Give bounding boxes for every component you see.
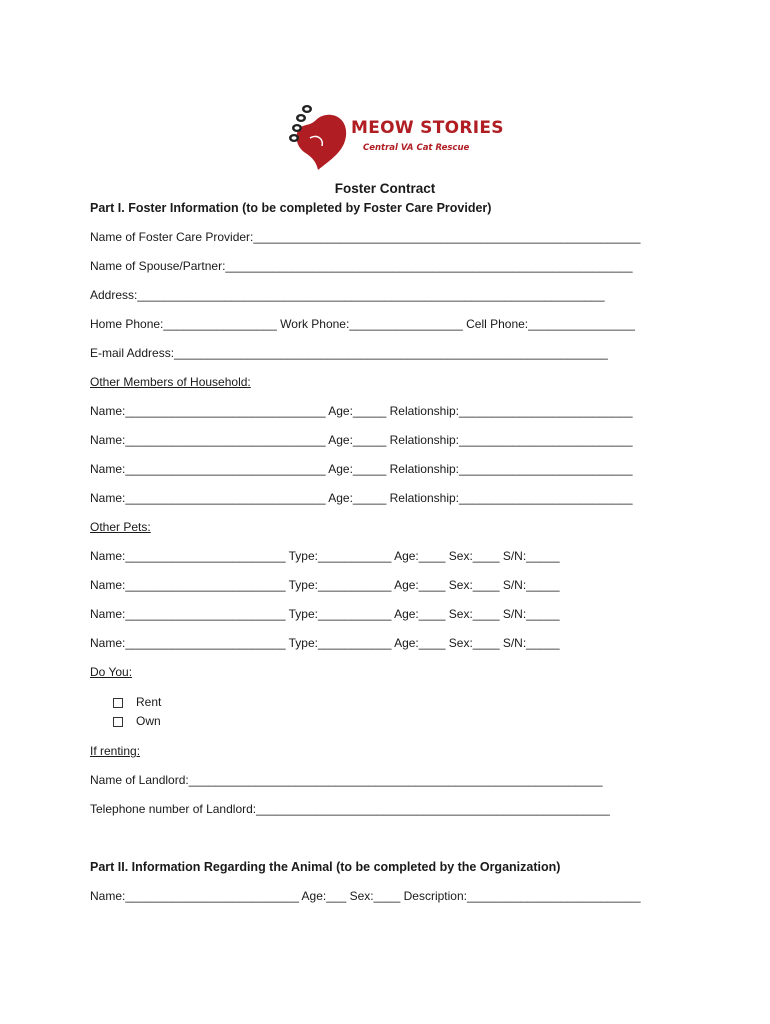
meow-stories-logo [286,100,504,172]
household-row[interactable]: Name:______________________________ Age:_____ Relationship:__________________________ [90,433,633,447]
pet-row[interactable]: Name:________________________ Type:___________ Age:____ Sex:____ S/N:_____ [90,607,560,621]
part1-heading: Part I. Foster Information (to be completed by Foster Care Provider) [90,201,492,215]
household-row[interactable]: Name:______________________________ Age:_____ Relationship:__________________________ [90,404,633,418]
landlord-name-field[interactable]: Name of Landlord:______________________________________________________________ [90,773,603,787]
pet-row[interactable]: Name:________________________ Type:___________ Age:____ Sex:____ S/N:_____ [90,578,560,592]
document-title: Foster Contract [334,181,436,196]
landlord-phone-field[interactable]: Telephone number of Landlord:_____________________________________________________ [90,802,610,816]
household-row[interactable]: Name:______________________________ Age:_____ Relationship:__________________________ [90,491,633,505]
email-field[interactable]: E-mail Address:_________________________________________________________________ [90,346,608,360]
animal-info-row[interactable]: Name:__________________________ Age:___ Sex:____ Description:__________________________ [90,889,641,903]
part2-heading: Part II. Information Regarding the Animal (to be completed by the Organization) [90,860,561,874]
spouse-name-field[interactable]: Name of Spouse/Partner:_____________________________________________________________ [90,259,633,273]
phone-fields[interactable]: Home Phone:_________________ Work Phone:_________________ Cell Phone:________________ [90,317,635,331]
cat-heart-logo-icon [286,100,350,172]
do-you-heading: Do You: [90,665,133,679]
pet-row[interactable]: Name:________________________ Type:___________ Age:____ Sex:____ S/N:_____ [90,636,560,650]
address-field[interactable]: Address:______________________________________________________________________ [90,288,605,302]
rent-checkbox[interactable] [113,698,123,708]
logo-name: MEOW STORIES [351,118,504,138]
provider-name-field[interactable]: Name of Foster Care Provider:__________________________________________________________ [90,230,641,244]
pets-heading: Other Pets: [90,520,151,534]
rent-label: Rent [136,695,162,709]
household-row[interactable]: Name:______________________________ Age:_____ Relationship:__________________________ [90,462,633,476]
household-heading: Other Members of Household: [90,375,251,389]
own-label: Own [136,714,161,728]
renting-heading: If renting: [90,744,141,758]
logo-subtitle: Central VA Cat Rescue [363,143,470,153]
pet-row[interactable]: Name:________________________ Type:___________ Age:____ Sex:____ S/N:_____ [90,549,560,563]
own-checkbox[interactable] [113,717,123,727]
